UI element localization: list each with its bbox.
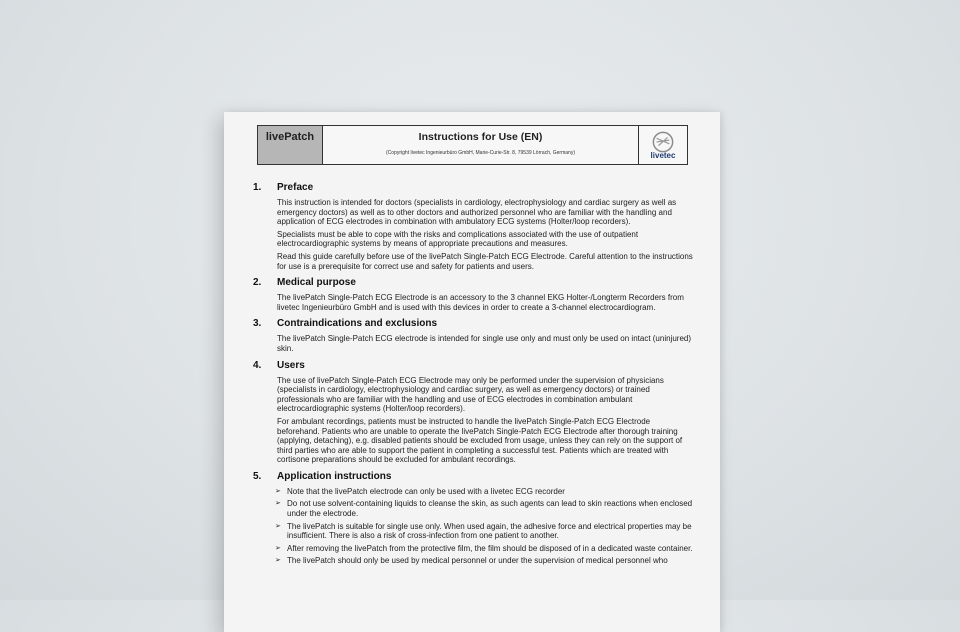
arrow-bullet-icon: ➢ [275,522,281,530]
list-item [275,487,693,497]
header-center [323,126,639,164]
list-item-text: The livePatch is suitable for single use only. When used again, the adhesive force and electrical properties may be insufficient. There is also a risk of cross-infection from one patient to another. [287,521,692,541]
section-number: 3. [253,318,262,330]
document-sheet [224,112,720,632]
section-heading [253,471,693,482]
paragraph: Specialists must be able to cope with the risks and complications associated with the use of outpatient electrocardiographic systems by means of appropriate precautions and measures. [277,229,639,249]
list-item [275,499,693,518]
arrow-bullet-icon: ➢ [275,487,281,495]
list-item [275,522,693,541]
arrow-bullet-icon: ➢ [275,500,281,508]
section-heading [253,318,693,329]
paragraph: This instruction is intended for doctors (specialists in cardiology, electrophysiology and cardiac surgery as well as emergency doctors) as well as to other doctors and authorized personnel who are familiar with the handling and application of ECG electrodes in combination with ambulatory ECG systems (Holter/loop recorders). [277,198,677,227]
livetec-logo [639,126,687,164]
list-item [275,544,693,554]
arrow-bullet-icon: ➢ [275,557,281,565]
arrow-bullet-icon: ➢ [275,544,281,552]
section-number: 1. [253,182,262,193]
copyright-line: (Copyright livetec Ingenieurbüro GmbH, Marie-Curie-Str. 8, 79539 Lörrach, Germany) [386,150,575,156]
document-title: Instructions for Use (EN) [418,131,543,143]
paragraph: The livePatch Single-Patch ECG Electrode is an accessory to the 3 channel EKG Holter-/Longterm Recorders from livetec Ingenieurbüro GmbH and is used with this devices in order to create a 3-channel electrocardiogram. [277,293,684,312]
product-name: livePatch [258,126,323,164]
section-preface [253,182,693,271]
section-heading [253,360,693,371]
document-body [253,182,693,572]
section-heading [253,182,693,193]
logo-text: livetec [650,150,676,160]
section-heading [253,277,693,288]
section-title: Preface [277,182,314,193]
section-number: 4. [253,359,262,371]
list-item-text: Note that the livePatch electrode can only be used with a livetec ECG recorder [287,486,565,496]
list-item-text: After removing the livePatch from the protective film, the film should be disposed of in a dedicated waste container. [287,543,693,553]
section-title: Medical purpose [277,277,356,289]
paragraph: Read this guide carefully before use of the livePatch Single-Patch ECG Electrode. Careful attention to the instructions for use is a prerequisite for correct use and safety for patients and users. [277,251,693,271]
logo-icon [652,131,674,153]
section-number: 2. [253,277,262,289]
section-title: Application instructions [277,470,392,482]
section-application [253,471,693,566]
paragraph: For ambulant recordings, patients must be instructed to handle the livePatch Single-Patch ECG Electrode beforehand. Patients who are unable to operate the livePatch Single-Patch ECG Electrode after thorough training (applying, detaching), e.g. disabled patients should be excluded from usage, unless they can rely on the support of third parties who are able to support the patient in completing a successful test. Patients which are treated with cortisone preparations should be excluded for ambulant recordings. [277,416,683,465]
section-title: Contraindications and exclusions [277,318,438,330]
list-item-text: The livePatch should only be used by medical personnel or under the supervision of medical personnel who [287,556,668,566]
paragraph: The use of livePatch Single-Patch ECG Electrode may only be performed under the supervision of physicians (specialists in cardiology, electrophysiology and cardiac surgery, as well as emergency doctors) or trained professionals who are familiar with the handling and use of ECG electrodes in combination ambulant electrocardiographic systems (Holter/loop recorders). [277,375,664,414]
list-item [275,556,693,566]
paragraph: The livePatch Single-Patch ECG electrode is intended for single use only and must only be used on intact (uninjured) skin. [277,334,692,353]
section-contraindications [253,318,693,353]
document-header [257,125,688,165]
section-medical-purpose [253,277,693,312]
section-title: Users [277,359,305,371]
section-users [253,360,693,465]
section-number: 5. [253,470,262,482]
list-item-text: Do not use solvent-containing liquids to cleanse the skin, as such agents can lead to skin reactions when enclosed under the electrode. [287,499,693,519]
